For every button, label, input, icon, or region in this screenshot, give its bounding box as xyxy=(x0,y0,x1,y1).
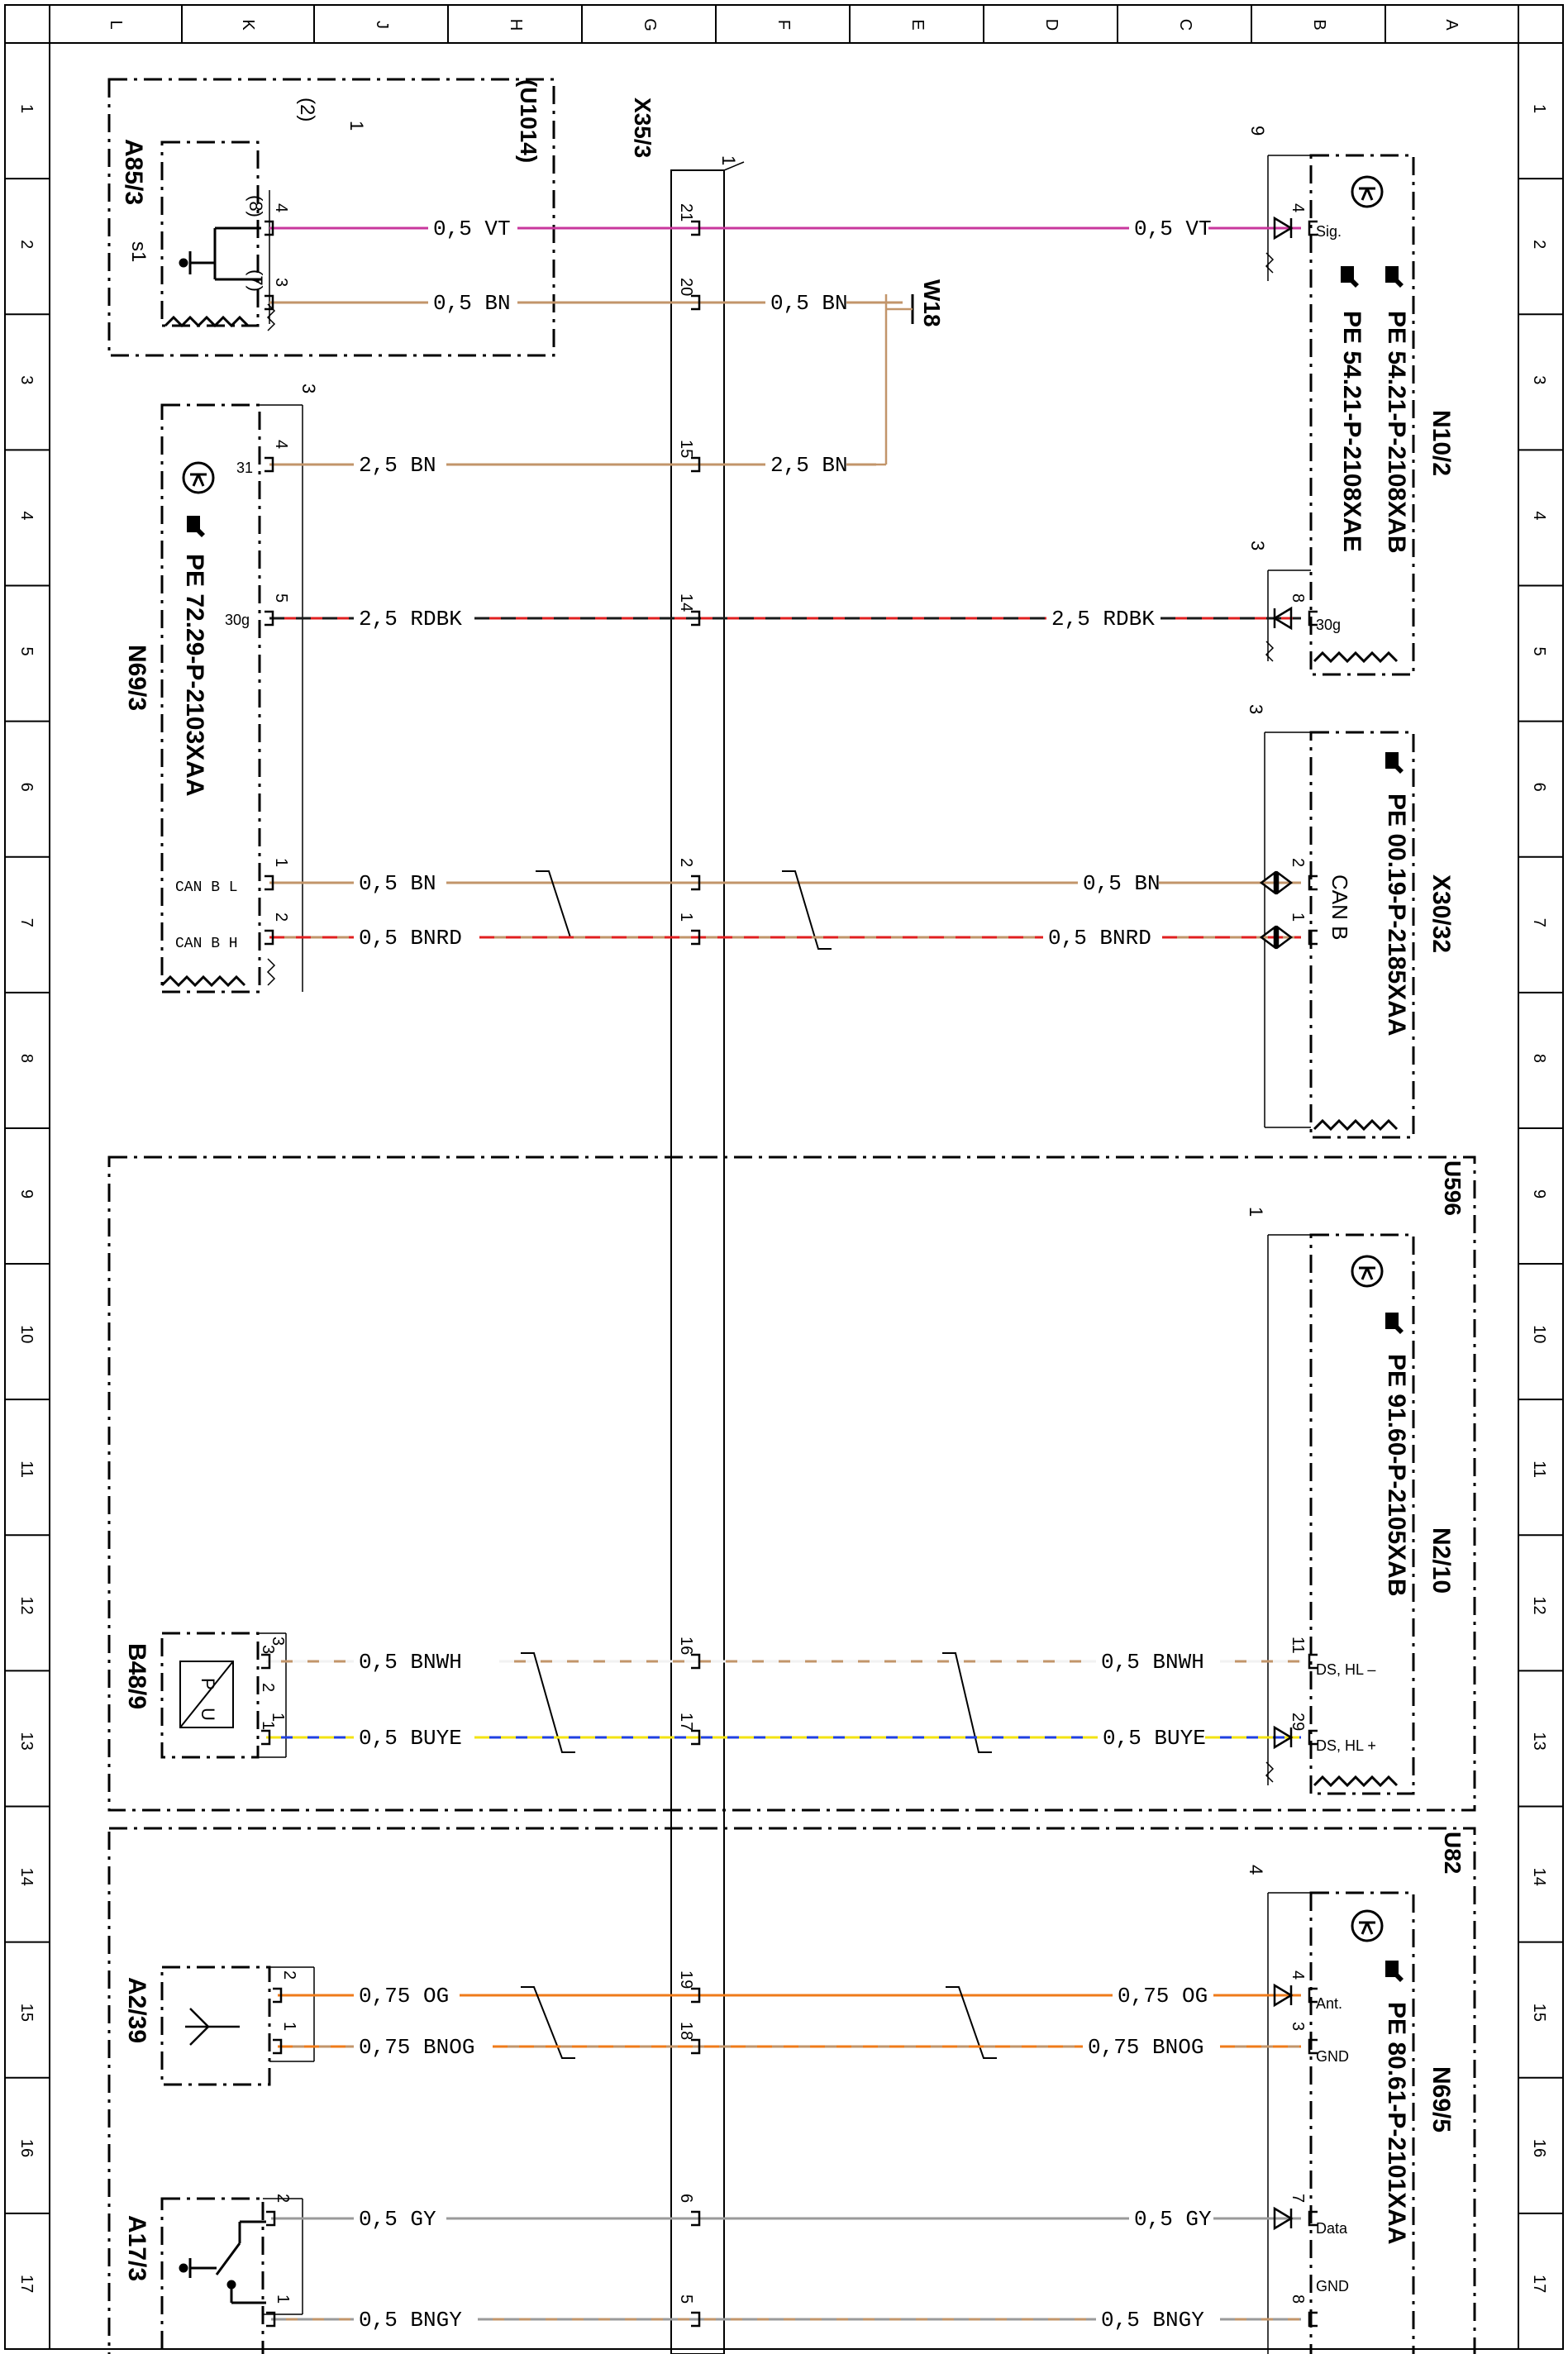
row-label-left: 1 xyxy=(17,104,36,114)
ground-symbol-icon xyxy=(1352,1256,1382,1286)
b48-9-label: B48/9 xyxy=(123,1643,150,1710)
u1014-label: (U1014) xyxy=(516,79,541,164)
x35-3-pin-number: 16 xyxy=(677,1637,695,1656)
wire-label-right: 2,5 BN xyxy=(770,453,848,478)
row-label-right: 2 xyxy=(1530,240,1548,250)
u82-label: U82 xyxy=(1440,1832,1466,1875)
wire-bngy xyxy=(266,2294,1318,2333)
wire-label-left: 0,5 BNGY xyxy=(359,2308,462,2333)
n10-2-label: N10/2 xyxy=(1427,410,1455,477)
wire-label-left: 0,5 BN xyxy=(359,871,436,896)
wire-vt xyxy=(245,195,1318,241)
pin-number-right: 29 xyxy=(1289,1713,1307,1732)
pin-number-left: 1 xyxy=(274,2294,292,2304)
pin-number-right: 8 xyxy=(1289,593,1307,603)
n2-10-pin-minus: DS, HL – xyxy=(1316,1661,1376,1678)
wire-label-right: 0,5 VT xyxy=(1134,217,1212,241)
manual-hand-icon xyxy=(1341,266,1359,288)
pin-number-left: 1 xyxy=(280,2022,298,2032)
manual-hand-icon xyxy=(187,516,205,537)
manual-hand-icon xyxy=(1385,1313,1404,1334)
x35-3-pin-number: 17 xyxy=(677,1713,695,1732)
pin-number-left: 2 xyxy=(274,2194,292,2204)
n69-3-can-l: CAN B L xyxy=(175,879,238,896)
a17-3-label: A17/3 xyxy=(123,2215,150,2282)
b48-9-pin-2: 2 xyxy=(259,1683,277,1693)
pin-number-left: 4 xyxy=(272,440,290,450)
a85-3-sub: s1 xyxy=(127,241,150,263)
column-label-G: G xyxy=(641,18,659,31)
manual-hand-icon xyxy=(1385,752,1404,774)
row-label-right: 7 xyxy=(1530,917,1548,927)
pin-number-left: 2 xyxy=(272,913,290,922)
n10-2-component xyxy=(1247,126,1455,674)
column-label-D: D xyxy=(1042,18,1060,31)
manual-hand-icon xyxy=(1385,266,1404,288)
row-label-right: 3 xyxy=(1530,375,1548,385)
a85-3-ref: 1 xyxy=(346,121,367,131)
row-label-right: 6 xyxy=(1530,782,1548,792)
wire-label-left: 0,5 BN xyxy=(433,291,511,316)
column-label-H: H xyxy=(507,18,525,31)
n69-3-break-line xyxy=(162,977,245,985)
pin-number-left: 4 xyxy=(272,203,290,213)
n10-2-pin-sig: Sig. xyxy=(1316,223,1342,240)
row-label-right: 1 xyxy=(1530,104,1548,114)
wire-label-left: 0,5 BUYE xyxy=(359,1726,462,1751)
u82-group xyxy=(109,1828,1475,2354)
row-label-left: 14 xyxy=(17,1867,36,1886)
u596-group xyxy=(109,1157,1475,1810)
pin-number-left: 3 xyxy=(269,1637,287,1646)
row-label-left: 6 xyxy=(17,782,36,792)
row-label-left: 13 xyxy=(17,1732,36,1751)
x30-32-pe: PE 00.19-P-2185XAA xyxy=(1383,793,1410,1036)
wire-label-left: 2,5 BN xyxy=(359,453,436,478)
x35-3-pin-number: 21 xyxy=(677,203,695,222)
wire-label-left: 0,5 BNRD xyxy=(359,926,462,951)
row-label-left: 4 xyxy=(17,511,36,521)
wire-label-right: 0,75 OG xyxy=(1118,1984,1208,2009)
n69-3-component xyxy=(123,384,319,992)
x35-3-pin-number: 15 xyxy=(677,440,695,459)
wire-buye xyxy=(261,1713,1318,1751)
wire-label-right: 0,5 BNRD xyxy=(1048,926,1151,951)
n69-3-ref: 3 xyxy=(298,384,319,394)
b48-9-u: U xyxy=(198,1708,218,1721)
a85-3-label: A85/3 xyxy=(120,139,147,206)
pin-number-right: 1 xyxy=(1289,913,1307,922)
n2-10-component xyxy=(1246,1207,1455,1794)
wire-label-left: 2,5 RDBK xyxy=(359,607,462,631)
row-label-left: 12 xyxy=(17,1596,36,1615)
row-label-left: 10 xyxy=(17,1325,36,1344)
row-label-left: 3 xyxy=(17,375,36,385)
n69-5-pin-gnd: GND xyxy=(1316,2048,1349,2065)
row-label-right: 13 xyxy=(1530,1732,1548,1751)
row-label-left: 9 xyxy=(17,1189,36,1199)
n69-5-component xyxy=(1246,1865,1455,2354)
pin-number-left: 2 xyxy=(280,1970,298,1980)
b48-9-pin-3: 3 xyxy=(259,1645,277,1655)
column-label-F: F xyxy=(774,19,793,31)
w18-ground-point xyxy=(886,279,945,465)
x35-3-pin-number: 5 xyxy=(677,2294,695,2304)
row-label-left: 16 xyxy=(17,2138,36,2158)
b48-9-component xyxy=(123,1633,286,1757)
row-label-right: 9 xyxy=(1530,1189,1548,1199)
column-label-K: K xyxy=(239,19,257,31)
x35-3-pin-number: 14 xyxy=(677,593,695,612)
x35-3-pin-number: 19 xyxy=(677,1970,695,1989)
pin-number-right: 3 xyxy=(1289,2022,1307,2032)
n10-2-pe1: PE 54.21-P-2108XAB xyxy=(1383,311,1410,554)
wire-label-left: 0,75 BNOG xyxy=(359,2035,475,2060)
n2-10-pin-plus: DS, HL + xyxy=(1316,1737,1376,1754)
wire-label-right: 0,5 BN xyxy=(1083,871,1161,896)
wire-bn1 xyxy=(245,269,903,316)
pin-number-right: 8 xyxy=(1289,2294,1307,2304)
pin-number-left: 1 xyxy=(269,1713,287,1723)
column-label-E: E xyxy=(908,19,927,31)
ground-symbol-icon xyxy=(1352,177,1382,207)
antenna-icon xyxy=(185,2009,240,2045)
row-label-right: 4 xyxy=(1530,511,1548,521)
a85-3-alt: (2) xyxy=(296,98,318,122)
row-label-left: 7 xyxy=(17,917,36,927)
n69-5-pe: PE 80.61-P-2101XAA xyxy=(1383,2002,1410,2245)
wires-layer xyxy=(245,195,1318,2333)
x30-32-ref: 3 xyxy=(1246,704,1266,715)
n10-2-ref2: 3 xyxy=(1247,541,1268,551)
wire-rdbk xyxy=(265,593,1318,631)
wire-label-left: 0,5 VT xyxy=(433,217,511,241)
row-label-left: 8 xyxy=(17,1053,36,1064)
column-labels xyxy=(107,18,1461,31)
row-label-left: 5 xyxy=(17,646,36,656)
u596-label: U596 xyxy=(1440,1160,1466,1216)
x35-3-pin-number: 18 xyxy=(677,2022,695,2041)
row-label-right: 14 xyxy=(1530,1867,1548,1886)
n69-5-pin-data: Data xyxy=(1316,2220,1348,2237)
row-label-right: 17 xyxy=(1530,2274,1548,2294)
x35-3-pin-number: 1 xyxy=(677,913,695,922)
wire-bn25 xyxy=(265,440,876,478)
n2-10-pe: PE 91.60-P-2105XAB xyxy=(1383,1354,1410,1597)
row-label-left: 2 xyxy=(17,240,36,250)
n2-10-ref: 1 xyxy=(1246,1207,1266,1218)
a2-39-label: A2/39 xyxy=(123,1977,150,2044)
pin-number-left: 3 xyxy=(272,278,290,288)
n69-3-pin-31: 31 xyxy=(236,460,254,476)
x35-3-pin-number: 6 xyxy=(677,2194,695,2204)
x30-32-component xyxy=(1246,704,1455,1137)
n69-3-can-h: CAN B H xyxy=(175,936,238,952)
wire-label-left: 0,5 GY xyxy=(359,2207,436,2232)
wire-label-right: 2,5 RDBK xyxy=(1051,607,1155,631)
manual-hand-icon xyxy=(1385,1961,1404,1982)
row-labels xyxy=(17,104,1548,2293)
pin-number-left: 5 xyxy=(272,593,290,603)
switch-icon xyxy=(180,2222,266,2303)
ground-symbol-icon xyxy=(1352,1911,1382,1941)
n10-2-pe2: PE 54.21-P-2108XAE xyxy=(1338,311,1365,552)
x35-3-pin-number: 20 xyxy=(677,278,695,297)
row-label-left: 15 xyxy=(17,2003,36,2022)
wire-canh xyxy=(265,913,1318,951)
row-label-left: 17 xyxy=(17,2274,36,2294)
row-label-right: 11 xyxy=(1530,1461,1548,1479)
row-label-right: 10 xyxy=(1530,1325,1548,1344)
row-label-left: 11 xyxy=(17,1461,36,1479)
column-label-B: B xyxy=(1310,19,1328,31)
pin-alt-left: (7) xyxy=(245,269,266,292)
twisted-pair-marker xyxy=(536,871,584,937)
row-label-right: 8 xyxy=(1530,1053,1548,1064)
n69-3-pe: PE 72.29-P-2103XAA xyxy=(181,554,208,797)
x35-3-ref: 1 xyxy=(718,155,739,166)
w18-label: W18 xyxy=(919,279,945,327)
row-label-right: 5 xyxy=(1530,646,1548,656)
ground-symbol-icon xyxy=(183,463,213,493)
n69-5-ref: 4 xyxy=(1246,1865,1266,1875)
n69-5-pin-gnd2: GND xyxy=(1316,2278,1349,2294)
x35-3-connector-strip xyxy=(630,98,744,2354)
wire-gy xyxy=(266,2194,1318,2232)
column-label-J: J xyxy=(373,21,391,29)
n69-3-pin-30g: 30g xyxy=(225,612,250,628)
pin-number-left: 1 xyxy=(272,858,290,868)
pin-number-right: 7 xyxy=(1289,2194,1307,2204)
wire-bnog xyxy=(273,2022,1318,2060)
row-label-right: 16 xyxy=(1530,2138,1548,2158)
column-label-L: L xyxy=(107,20,125,30)
n10-2-pin-30g: 30g xyxy=(1316,617,1342,633)
x35-3-label: X35/3 xyxy=(630,98,655,159)
wire-label-right: 0,5 BUYE xyxy=(1103,1726,1206,1751)
wire-label-right: 0,75 BNOG xyxy=(1088,2035,1204,2060)
n69-5-label: N69/5 xyxy=(1427,2066,1455,2133)
column-label-A: A xyxy=(1442,19,1461,31)
n69-3-label: N69/3 xyxy=(123,645,150,712)
x30-32-label: X30/32 xyxy=(1427,874,1455,954)
a17-3-component xyxy=(123,2199,303,2354)
n2-10-label: N2/10 xyxy=(1427,1527,1455,1594)
wire-label-right: 0,5 BNGY xyxy=(1101,2308,1204,2333)
row-label-right: 12 xyxy=(1530,1596,1548,1615)
pressure-sensor-icon xyxy=(180,1661,233,1727)
pin-number-right: 4 xyxy=(1289,203,1307,213)
n69-5-pin-ant: Ant. xyxy=(1316,1995,1343,2012)
n10-2-ref1: 9 xyxy=(1247,126,1268,136)
pin-number-right: 4 xyxy=(1289,1970,1307,1980)
x35-3-pin-number: 2 xyxy=(677,858,695,868)
wire-label-left: 0,5 BNWH xyxy=(359,1650,462,1675)
pin-number-right: 2 xyxy=(1289,858,1307,868)
wire-label-right: 0,5 BN xyxy=(770,291,848,316)
row-grid xyxy=(5,179,1563,2213)
wire-label-right: 0,5 BNWH xyxy=(1101,1650,1204,1675)
wire-label-left: 0,75 OG xyxy=(359,1984,450,2009)
pin-alt-left: (8) xyxy=(245,195,266,217)
column-label-C: C xyxy=(1176,18,1194,31)
pin-number-right: 11 xyxy=(1289,1637,1307,1654)
b48-9-pin-1: 1 xyxy=(259,1721,277,1731)
row-label-right: 15 xyxy=(1530,2003,1548,2022)
b48-9-p: P xyxy=(198,1678,218,1690)
x30-32-sub: CAN B xyxy=(1327,874,1352,941)
wire-label-right: 0,5 GY xyxy=(1134,2207,1212,2232)
